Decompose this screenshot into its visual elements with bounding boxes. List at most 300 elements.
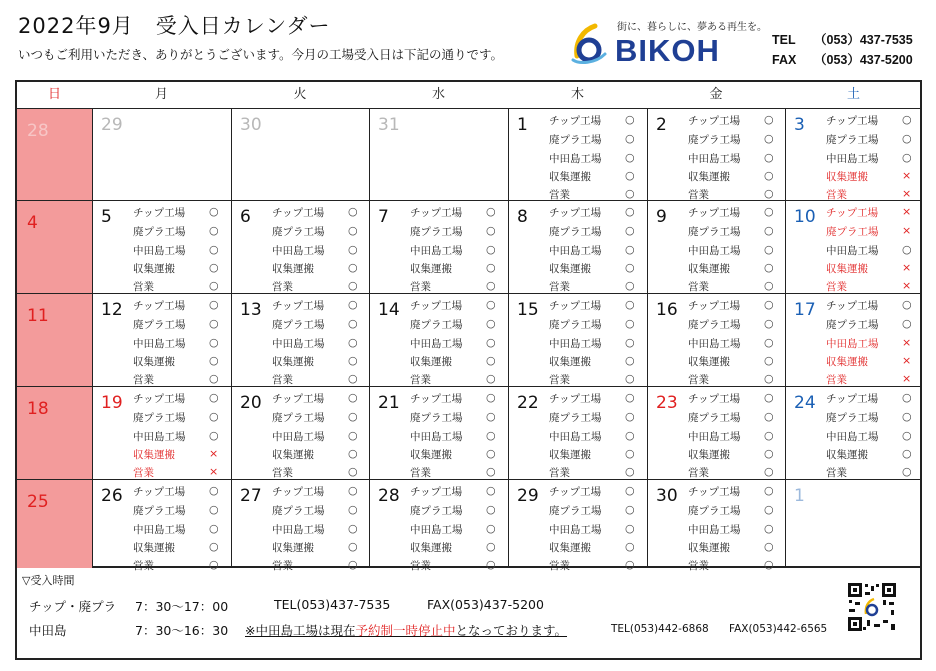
service-label: 廃プラ工場	[410, 319, 463, 331]
service-label: 営業	[549, 560, 570, 572]
open-mark: ○	[209, 503, 219, 516]
open-mark: ○	[625, 465, 635, 478]
service-label: チップ工場	[826, 393, 879, 405]
service-label: チップ工場	[133, 393, 186, 405]
service-label: 収集運搬	[688, 542, 730, 554]
day-number: 18	[27, 399, 49, 419]
service-label: 廃プラ工場	[688, 226, 741, 238]
service-label: 廃プラ工場	[826, 226, 879, 238]
service-label: 営業	[549, 189, 570, 201]
calendar-day-cell[interactable]	[508, 293, 647, 386]
service-label: 中田島工場	[272, 338, 325, 350]
calendar-day-cell[interactable]	[92, 200, 231, 293]
service-label: 収集運搬	[688, 356, 730, 368]
notice-prefix: ※中田島工場は現在	[245, 623, 356, 638]
open-mark: ○	[764, 336, 774, 349]
service-label: チップ工場	[133, 300, 186, 312]
contact-fax	[772, 50, 913, 68]
closed-mark: ×	[902, 169, 912, 182]
weekday-header: 月	[154, 87, 168, 102]
weekday-header: 日	[47, 87, 61, 102]
service-label: 営業	[272, 374, 293, 386]
service-label: 中田島工場	[549, 245, 602, 257]
open-mark: ○	[348, 447, 358, 460]
calendar-day-cell[interactable]	[647, 108, 785, 200]
bikoh-logo-mark-icon	[565, 20, 613, 66]
open-mark: ○	[764, 187, 774, 200]
service-label: 廃プラ工場	[688, 505, 741, 517]
closed-mark: ×	[902, 279, 912, 292]
calendar-day-cell[interactable]	[92, 479, 231, 572]
calendar-day-cell[interactable]	[231, 386, 369, 479]
service-label: 収集運搬	[688, 449, 730, 461]
calendar-day-cell[interactable]	[508, 108, 647, 200]
service-label: 収集運搬	[133, 542, 175, 554]
service-label: 廃プラ工場	[688, 134, 741, 146]
service-label: 収集運搬	[133, 263, 175, 275]
open-mark: ○	[486, 447, 496, 460]
service-label: 中田島工場	[133, 338, 186, 350]
open-mark: ○	[209, 558, 219, 571]
open-mark: ○	[764, 298, 774, 311]
weekday-header: 火	[293, 87, 307, 102]
open-mark: ○	[625, 336, 635, 349]
service-label: 営業	[410, 281, 431, 293]
service-label: 中田島工場	[272, 431, 325, 443]
day-number: 24	[794, 393, 816, 413]
nakatajima-notice	[245, 621, 567, 639]
open-mark: ○	[348, 243, 358, 256]
open-mark: ○	[625, 447, 635, 460]
closed-mark: ×	[902, 336, 912, 349]
open-mark: ○	[625, 151, 635, 164]
open-mark: ○	[348, 372, 358, 385]
open-mark: ○	[486, 391, 496, 404]
open-mark: ○	[209, 540, 219, 553]
open-mark: ○	[348, 224, 358, 237]
calendar-day-cell[interactable]	[17, 293, 92, 386]
service-label: 営業	[272, 560, 293, 572]
fax-label: FAX	[772, 53, 797, 67]
day-number: 22	[517, 393, 539, 413]
day-number: 31	[378, 115, 400, 135]
open-mark: ○	[764, 391, 774, 404]
day-number: 30	[240, 115, 262, 135]
service-label: 営業	[272, 467, 293, 479]
calendar-day-cell[interactable]	[369, 479, 508, 572]
service-label: チップ工場	[272, 393, 325, 405]
open-mark: ○	[625, 279, 635, 292]
open-mark: ○	[625, 558, 635, 571]
day-number: 12	[101, 300, 123, 320]
open-mark: ○	[209, 484, 219, 497]
service-label: 収集運搬	[549, 449, 591, 461]
open-mark: ○	[486, 484, 496, 497]
open-mark: ○	[486, 298, 496, 311]
open-mark: ○	[486, 224, 496, 237]
service-label: 営業	[133, 281, 154, 293]
service-label: 中田島工場	[688, 245, 741, 257]
service-label: 営業	[688, 560, 709, 572]
open-mark: ○	[902, 113, 912, 126]
calendar-day-cell[interactable]	[647, 386, 785, 479]
service-label: 中田島工場	[133, 524, 186, 536]
open-mark: ○	[902, 298, 912, 311]
calendar-day-cell[interactable]	[785, 386, 922, 479]
service-label: 収集運搬	[688, 263, 730, 275]
service-label: 収集運搬	[410, 356, 452, 368]
service-label: 中田島工場	[549, 431, 602, 443]
calendar-day-cell[interactable]	[17, 108, 92, 200]
closed-mark: ×	[902, 187, 912, 200]
open-mark: ○	[625, 317, 635, 330]
open-mark: ○	[348, 465, 358, 478]
notice-suffix: となっております。	[455, 623, 568, 638]
open-mark: ○	[348, 298, 358, 311]
day-number: 1	[517, 115, 528, 135]
calendar-day-cell[interactable]	[231, 479, 369, 572]
open-mark: ○	[209, 243, 219, 256]
day-number: 14	[378, 300, 400, 320]
facility-name: 中田島	[29, 623, 67, 638]
service-label: 廃プラ工場	[272, 319, 325, 331]
open-mark: ○	[486, 410, 496, 423]
open-mark: ○	[625, 429, 635, 442]
service-label: 収集運搬	[826, 171, 868, 183]
calendar-day-cell[interactable]	[369, 293, 508, 386]
service-label: 収集運搬	[272, 449, 314, 461]
closed-mark: ×	[902, 224, 912, 237]
day-number: 4	[27, 213, 38, 233]
service-label: 廃プラ工場	[272, 226, 325, 238]
open-mark: ○	[209, 429, 219, 442]
open-mark: ○	[764, 151, 774, 164]
service-label: 営業	[549, 281, 570, 293]
open-mark: ○	[348, 354, 358, 367]
open-mark: ○	[902, 151, 912, 164]
service-label: 収集運搬	[410, 263, 452, 275]
chip-plastic-fax: FAX(053)437-5200	[427, 597, 544, 612]
chip-plastic-tel: TEL(053)437-7535	[274, 597, 391, 612]
service-label: 営業	[133, 560, 154, 572]
service-label: 営業	[133, 374, 154, 386]
open-mark: ○	[764, 503, 774, 516]
open-mark: ○	[486, 429, 496, 442]
open-mark: ○	[625, 298, 635, 311]
nakatajima-fax: FAX(053)442-6565	[729, 623, 828, 635]
day-number: 2	[656, 115, 667, 135]
open-mark: ○	[348, 429, 358, 442]
open-mark: ○	[625, 224, 635, 237]
service-label: 営業	[688, 281, 709, 293]
tel-label: TEL	[772, 33, 796, 47]
calendar-day-cell[interactable]	[231, 108, 369, 200]
service-label: 廃プラ工場	[826, 412, 879, 424]
closed-mark: ×	[902, 354, 912, 367]
weekday-header: 木	[570, 87, 584, 102]
service-label: 廃プラ工場	[549, 505, 602, 517]
service-label: 廃プラ工場	[826, 319, 879, 331]
calendar-day-cell[interactable]	[231, 200, 369, 293]
open-mark: ○	[902, 132, 912, 145]
service-label: 廃プラ工場	[410, 505, 463, 517]
open-mark: ○	[625, 169, 635, 182]
open-mark: ○	[902, 447, 912, 460]
day-number: 29	[101, 115, 123, 135]
nakatajima-tel: TEL(053)442-6868	[611, 623, 709, 635]
service-label: 中田島工場	[410, 245, 463, 257]
day-number: 29	[517, 486, 539, 506]
day-number: 19	[101, 393, 123, 413]
open-mark: ○	[625, 113, 635, 126]
service-label: 営業	[688, 467, 709, 479]
day-number: 9	[656, 207, 667, 227]
calendar-day-cell[interactable]	[508, 386, 647, 479]
service-label: 中田島工場	[133, 431, 186, 443]
open-mark: ○	[348, 558, 358, 571]
open-mark: ○	[764, 410, 774, 423]
open-mark: ○	[209, 224, 219, 237]
open-mark: ○	[348, 205, 358, 218]
open-mark: ○	[348, 484, 358, 497]
calendar-day-cell[interactable]	[92, 386, 231, 479]
day-number: 8	[517, 207, 528, 227]
calendar-day-cell[interactable]	[647, 293, 785, 386]
service-label: 中田島工場	[688, 431, 741, 443]
service-label: 収集運搬	[549, 171, 591, 183]
open-mark: ○	[209, 279, 219, 292]
open-mark: ○	[486, 465, 496, 478]
open-mark: ○	[764, 465, 774, 478]
service-label: チップ工場	[133, 486, 186, 498]
service-label: 中田島工場	[826, 338, 879, 350]
open-mark: ○	[486, 205, 496, 218]
service-label: 営業	[826, 189, 847, 201]
open-mark: ○	[764, 132, 774, 145]
open-mark: ○	[764, 243, 774, 256]
service-label: 廃プラ工場	[688, 412, 741, 424]
calendar-day-cell[interactable]	[508, 479, 647, 572]
calendar-day-cell[interactable]	[92, 293, 231, 386]
calendar-day-cell[interactable]	[17, 479, 92, 568]
calendar-day-cell[interactable]	[17, 386, 92, 479]
day-number: 3	[794, 115, 805, 135]
service-label: 中田島工場	[549, 338, 602, 350]
calendar-day-cell[interactable]	[17, 200, 92, 293]
day-number: 10	[794, 207, 816, 227]
open-mark: ○	[348, 522, 358, 535]
open-mark: ○	[209, 261, 219, 274]
open-mark: ○	[486, 317, 496, 330]
service-label: 営業	[272, 281, 293, 293]
service-label: 中田島工場	[826, 245, 879, 257]
open-mark: ○	[764, 429, 774, 442]
reception-hours-title: ▽受入時間	[22, 574, 75, 587]
service-label: チップ工場	[549, 300, 602, 312]
service-label: 中田島工場	[688, 338, 741, 350]
closed-mark: ×	[209, 465, 219, 478]
open-mark: ○	[486, 243, 496, 256]
service-label: 収集運搬	[549, 263, 591, 275]
service-label: チップ工場	[688, 207, 741, 219]
closed-mark: ×	[902, 261, 912, 274]
open-mark: ○	[625, 522, 635, 535]
open-mark: ○	[902, 317, 912, 330]
hours-row-nakatajima-hours: 7：30～16：30	[135, 623, 229, 638]
calendar-day-cell[interactable]	[785, 200, 922, 293]
open-mark: ○	[625, 261, 635, 274]
service-label: チップ工場	[549, 115, 602, 127]
calendar-day-cell[interactable]	[647, 479, 785, 572]
service-label: 中田島工場	[688, 524, 741, 536]
page-subtitle: いつもご利用いただき、ありがとうございます。今月の工場受入日は下記の通りです。	[18, 47, 504, 62]
weekday-header: 水	[431, 87, 445, 102]
open-mark: ○	[348, 336, 358, 349]
open-mark: ○	[625, 540, 635, 553]
calendar-day-cell[interactable]	[92, 108, 231, 200]
hours-row-chip-plastic	[29, 597, 116, 615]
day-number: 23	[656, 393, 678, 413]
service-label: 中田島工場	[688, 153, 741, 165]
open-mark: ○	[486, 354, 496, 367]
service-label: チップ工場	[133, 207, 186, 219]
service-label: 廃プラ工場	[410, 412, 463, 424]
service-label: 廃プラ工場	[549, 134, 602, 146]
service-label: 収集運搬	[826, 263, 868, 275]
service-label: 営業	[133, 467, 154, 479]
service-label: 中田島工場	[410, 431, 463, 443]
notice-highlight: 予約制一時停止中	[355, 623, 456, 638]
service-label: 廃プラ工場	[133, 226, 186, 238]
open-mark: ○	[348, 279, 358, 292]
open-mark: ○	[209, 205, 219, 218]
open-mark: ○	[764, 317, 774, 330]
service-label: チップ工場	[826, 300, 879, 312]
service-label: チップ工場	[410, 393, 463, 405]
open-mark: ○	[764, 540, 774, 553]
open-mark: ○	[902, 465, 912, 478]
open-mark: ○	[486, 540, 496, 553]
service-label: 営業	[410, 467, 431, 479]
open-mark: ○	[486, 522, 496, 535]
page-title: 2022年9月 受入日カレンダー	[18, 14, 331, 38]
service-label: 廃プラ工場	[272, 412, 325, 424]
open-mark: ○	[486, 261, 496, 274]
open-mark: ○	[625, 410, 635, 423]
open-mark: ○	[625, 503, 635, 516]
open-mark: ○	[209, 317, 219, 330]
service-label: 中田島工場	[272, 524, 325, 536]
day-number: 13	[240, 300, 262, 320]
open-mark: ○	[625, 205, 635, 218]
service-label: 廃プラ工場	[549, 319, 602, 331]
service-label: チップ工場	[826, 207, 879, 219]
open-mark: ○	[764, 205, 774, 218]
service-label: 収集運搬	[549, 356, 591, 368]
service-label: 収集運搬	[688, 171, 730, 183]
service-label: 廃プラ工場	[549, 412, 602, 424]
calendar-day-cell[interactable]	[231, 293, 369, 386]
open-mark: ○	[764, 354, 774, 367]
open-mark: ○	[764, 484, 774, 497]
open-mark: ○	[209, 354, 219, 367]
open-mark: ○	[902, 243, 912, 256]
service-label: 廃プラ工場	[133, 319, 186, 331]
open-mark: ○	[764, 447, 774, 460]
qr-code-icon[interactable]	[847, 582, 897, 632]
service-label: 中田島工場	[272, 245, 325, 257]
service-label: 廃プラ工場	[410, 226, 463, 238]
service-label: 営業	[826, 281, 847, 293]
open-mark: ○	[902, 391, 912, 404]
open-mark: ○	[625, 391, 635, 404]
open-mark: ○	[209, 298, 219, 311]
open-mark: ○	[348, 503, 358, 516]
service-label: チップ工場	[688, 300, 741, 312]
open-mark: ○	[764, 261, 774, 274]
calendar-day-cell[interactable]	[369, 386, 508, 479]
day-number: 6	[240, 207, 251, 227]
open-mark: ○	[625, 372, 635, 385]
open-mark: ○	[764, 224, 774, 237]
open-mark: ○	[348, 391, 358, 404]
service-label: チップ工場	[410, 486, 463, 498]
day-number: 5	[101, 207, 112, 227]
open-mark: ○	[486, 503, 496, 516]
open-mark: ○	[902, 410, 912, 423]
calendar-day-cell[interactable]	[647, 200, 785, 293]
service-label: 営業	[410, 374, 431, 386]
day-number: 21	[378, 393, 400, 413]
open-mark: ○	[625, 243, 635, 256]
service-label: 収集運搬	[826, 356, 868, 368]
open-mark: ○	[625, 354, 635, 367]
open-mark: ○	[625, 187, 635, 200]
calendar-grid	[15, 80, 922, 572]
logo-wordmark: BIKOH	[615, 33, 720, 68]
service-label: チップ工場	[549, 393, 602, 405]
service-label: チップ工場	[688, 486, 741, 498]
open-mark: ○	[209, 522, 219, 535]
calendar-day-cell[interactable]	[785, 293, 922, 386]
day-number: 30	[656, 486, 678, 506]
service-label: 営業	[549, 467, 570, 479]
service-label: 収集運搬	[272, 263, 314, 275]
open-mark: ○	[625, 484, 635, 497]
service-label: チップ工場	[549, 486, 602, 498]
calendar-day-cell[interactable]	[508, 200, 647, 293]
calendar-day-cell[interactable]	[369, 200, 508, 293]
service-label: 中田島工場	[549, 524, 602, 536]
service-label: チップ工場	[826, 115, 879, 127]
service-label: チップ工場	[549, 207, 602, 219]
service-label: 中田島工場	[410, 338, 463, 350]
open-mark: ○	[348, 540, 358, 553]
service-label: チップ工場	[272, 207, 325, 219]
calendar-day-cell[interactable]	[785, 479, 922, 568]
service-label: 収集運搬	[272, 542, 314, 554]
service-label: 収集運搬	[826, 449, 868, 461]
calendar-day-cell[interactable]	[785, 108, 922, 200]
facility-name: チップ・廃プラ	[29, 599, 117, 614]
calendar-day-cell[interactable]	[369, 108, 508, 200]
closed-mark: ×	[902, 372, 912, 385]
open-mark: ○	[486, 336, 496, 349]
open-mark: ○	[486, 279, 496, 292]
service-label: チップ工場	[272, 486, 325, 498]
service-label: チップ工場	[688, 393, 741, 405]
service-label: 廃プラ工場	[133, 412, 186, 424]
